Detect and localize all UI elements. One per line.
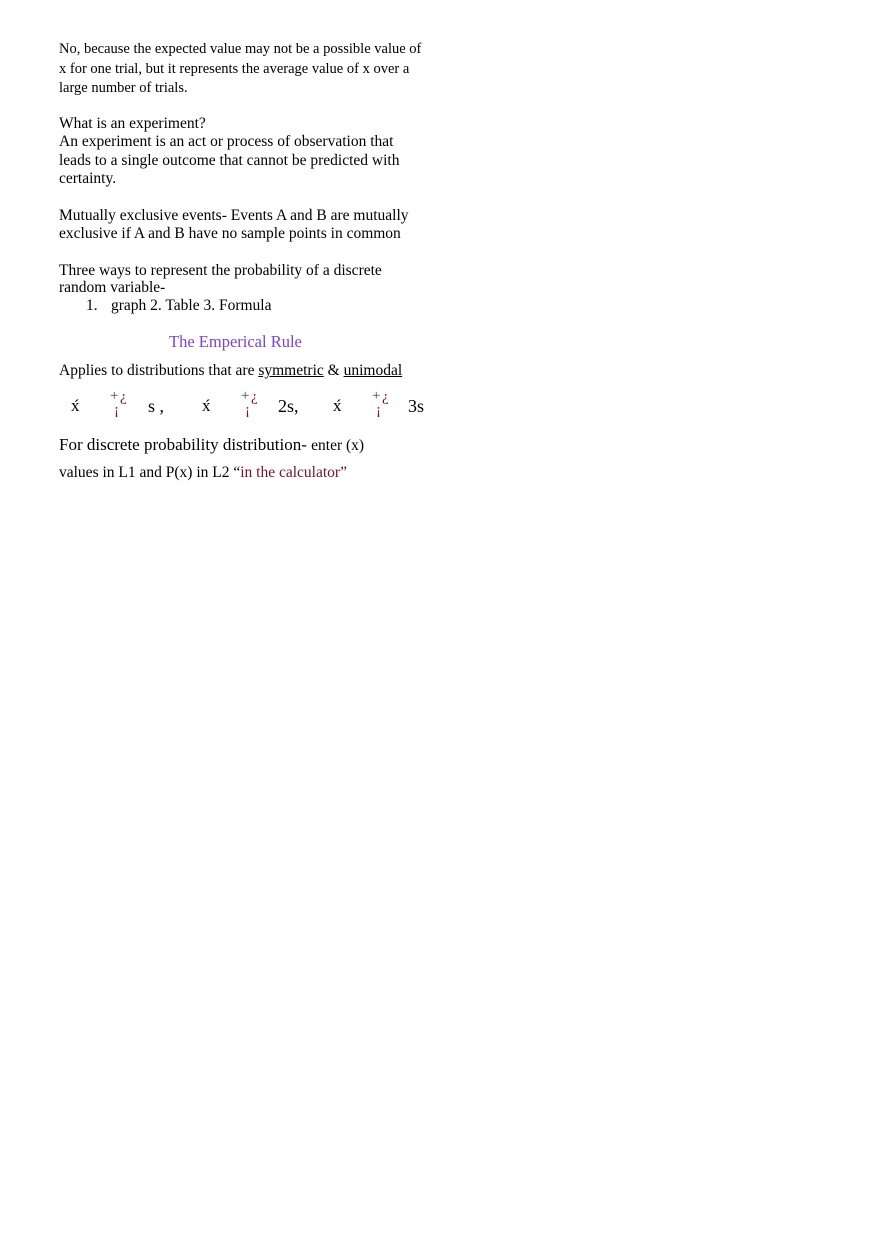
discrete-distribution-line-1 [59, 435, 364, 455]
experiment-line-1: An experiment is an act or process of observation that [59, 133, 394, 150]
plus-glyph: + [110, 388, 119, 404]
symmetric-word: symmetric [258, 362, 324, 379]
discrete-small-text: enter (x) [311, 437, 365, 454]
three-ways-list-item [86, 297, 272, 316]
three-ways-line-2: random variable- [59, 279, 166, 296]
xbar-symbol-2: x́ [202, 396, 211, 415]
plus-minus-symbol-3 [372, 388, 394, 424]
discrete-main-text: For discrete probability distribution- [59, 435, 312, 454]
empirical-rule-heading: The Emperical Rule [169, 332, 302, 351]
xbar-symbol-1: x́ [71, 396, 80, 415]
list-text: graph 2. Table 3. Formula [111, 297, 272, 314]
plus-glyph: + [372, 388, 381, 404]
inverted-question-glyph: ¿ [120, 389, 127, 405]
xbar-symbol-3: x́ [333, 396, 342, 415]
inverted-question-glyph: ¿ [251, 389, 258, 405]
expected-value-line-2: x for one trial, but it represents the average value of x over a [59, 61, 410, 77]
applies-prefix: Applies to distributions that are [59, 362, 259, 379]
unimodal-word: unimodal [343, 362, 403, 379]
empirical-formulas [0, 388, 880, 424]
applies-line [59, 362, 402, 380]
expected-value-line-3: large number of trials. [59, 80, 188, 96]
s-term-3: 3s [408, 396, 425, 416]
plus-minus-symbol-2 [241, 388, 263, 424]
plus-minus-symbol-1 [110, 388, 132, 424]
experiment-line-3: certainty. [59, 170, 117, 187]
discrete-distribution-line-2 [59, 464, 347, 482]
ampersand: & [323, 362, 344, 379]
discrete-prefix-text: values in L1 and P(x) in L2 “ [59, 464, 241, 481]
s-term-2: 2s, [278, 396, 299, 416]
inverted-question-glyph: ¿ [382, 389, 389, 405]
list-number: 1. [86, 297, 98, 314]
s-term-1: s , [148, 396, 165, 416]
experiment-question: What is an experiment? [59, 115, 206, 132]
mutually-exclusive-line-2: exclusive if A and B have no sample points in common [59, 225, 401, 242]
inverted-exclamation-glyph: ¡ [245, 402, 250, 418]
inverted-exclamation-glyph: ¡ [114, 402, 119, 418]
plus-glyph: + [241, 388, 250, 404]
three-ways-line-1: Three ways to represent the probability of a discrete [59, 262, 382, 279]
inverted-exclamation-glyph: ¡ [376, 402, 381, 418]
expected-value-line-1: No, because the expected value may not be a possible value of [59, 41, 422, 57]
calculator-highlight: in the calculator” [240, 464, 347, 481]
mutually-exclusive-line-1: Mutually exclusive events- Events A and B are mutually [59, 207, 409, 224]
experiment-line-2: leads to a single outcome that cannot be predicted with [59, 152, 400, 169]
